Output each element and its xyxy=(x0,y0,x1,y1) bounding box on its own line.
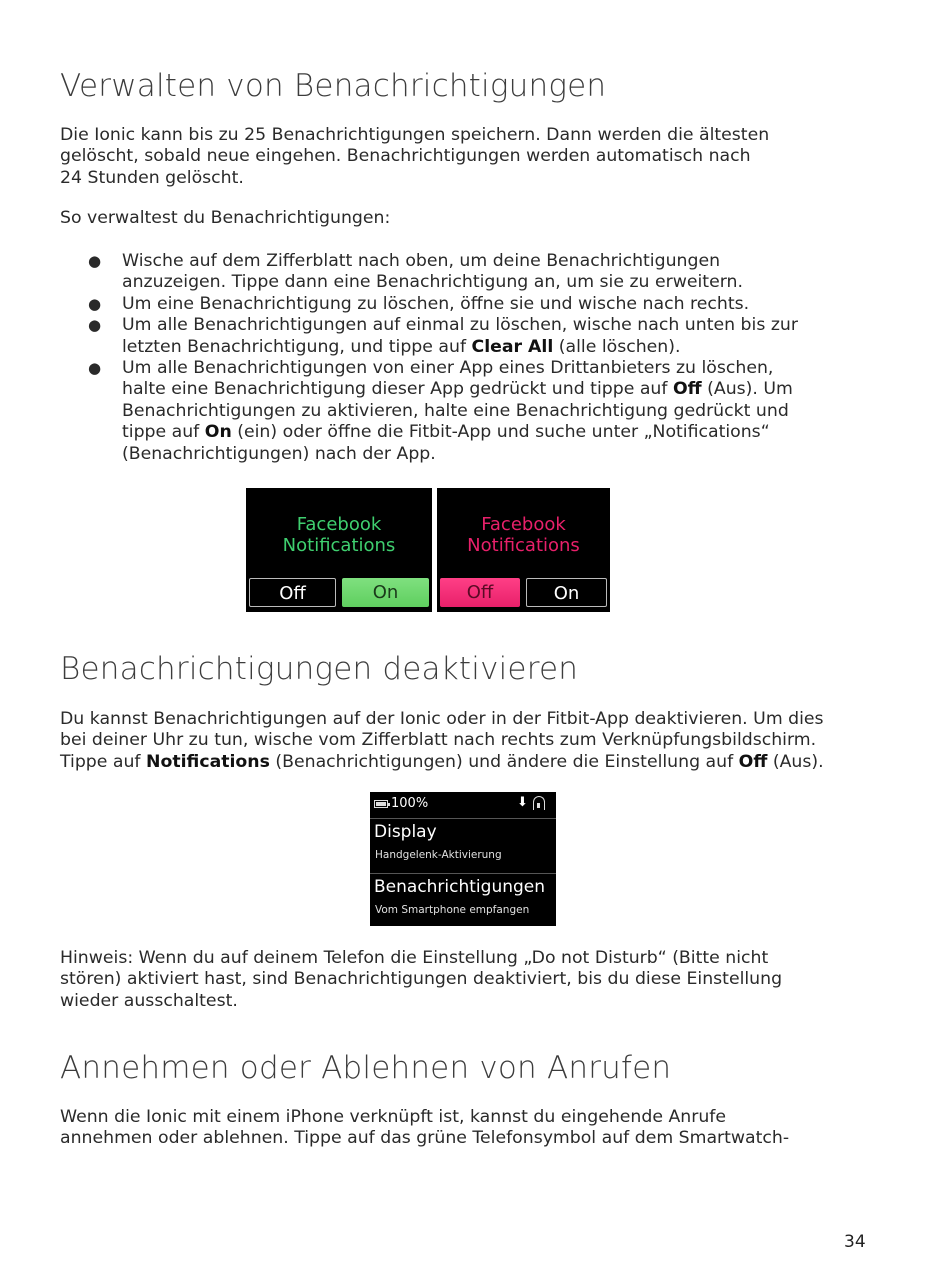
list-item-text: Um alle Benachrichtigungen von einer App eines Drittanbieters zu löschen, xyxy=(122,358,774,379)
divider xyxy=(370,873,556,874)
paragraph-line: wieder ausschaltest. xyxy=(60,990,238,1011)
list-item-text: letzten Benachrichtigung, und tippe auf xyxy=(122,336,472,357)
page-number: 34 xyxy=(844,1232,866,1252)
battery-level: 100% xyxy=(391,796,429,811)
clear-all-term: Clear All xyxy=(471,336,554,357)
paragraph-line: bei deiner Uhr zu tun, wische vom Zifferblatt nach rechts zum Verknüpfungsbildschirm. xyxy=(60,730,817,751)
watch-screen-notifications-on xyxy=(246,488,432,612)
screen-title-line: Notifications xyxy=(282,535,396,556)
disable-paragraph xyxy=(60,709,824,773)
screen-title-line: Facebook xyxy=(481,514,566,535)
paragraph-line: Du kannst Benachrichtigungen auf der Ionic oder in der Fitbit-App deaktivieren. Um dies xyxy=(60,709,824,729)
paragraph-line: annehmen oder ablehnen. Tippe auf das grüne Telefonsymbol auf dem Smartwatch- xyxy=(60,1128,790,1149)
list-item-text: (Aus). Um xyxy=(701,379,793,400)
list-item xyxy=(60,358,880,465)
screen-title-line: Notifications xyxy=(467,535,580,556)
calls-paragraph xyxy=(60,1107,789,1150)
paragraph-line: (Aus). xyxy=(767,751,824,772)
off-button[interactable]: Off xyxy=(249,578,336,607)
paragraph-line: (Benachrichtigungen) und ändere die Einstellung auf xyxy=(269,751,739,772)
paragraph-line: stören) aktiviert hast, sind Benachrichtigungen deaktiviert, bis du diese Einstellung xyxy=(60,969,783,990)
heading-calls: Annehmen oder Ablehnen von Anrufen xyxy=(60,1050,672,1086)
list-item-text: (alle löschen). xyxy=(553,336,681,357)
manage-steps-list xyxy=(60,251,880,465)
sync-icon: ⬇ xyxy=(517,795,528,810)
list-item xyxy=(60,251,880,294)
heading-manage-notifications: Verwalten von Benachrichtigungen xyxy=(60,68,607,104)
heading-disable-notifications: Benachrichtigungen deaktivieren xyxy=(60,651,579,687)
intro-line: 24 Stunden gelöscht. xyxy=(60,167,244,188)
list-item-text: Um alle Benachrichtigungen auf einmal zu löschen, wische nach unten bis zur xyxy=(122,315,798,336)
list-item-text: anzuzeigen. Tippe dann eine Benachrichtigung an, um sie zu erweitern. xyxy=(122,272,743,293)
list-item xyxy=(60,294,880,315)
paragraph-line: Hinweis: Wenn du auf deinem Telefon die Einstellung „Do not Disturb“ (Bitte nicht xyxy=(60,948,769,968)
paragraph-line: Tippe auf xyxy=(60,751,147,772)
list-item-text: tippe auf xyxy=(122,422,205,443)
list-item-text: (Benachrichtigungen) nach der App. xyxy=(122,443,436,464)
list-item xyxy=(60,315,880,358)
settings-row-title: Benachrichtigungen xyxy=(374,877,546,897)
screen-title xyxy=(246,514,432,556)
off-term: Off xyxy=(738,751,768,772)
list-item-text: Benachrichtigungen zu aktivieren, halte eine Benachrichtigung gedrückt und xyxy=(122,400,789,421)
off-button[interactable]: Off xyxy=(440,578,520,607)
bullet-icon: ● xyxy=(88,252,102,270)
settings-row-title: Display xyxy=(374,822,437,842)
paragraph-line: Wenn die Ionic mit einem iPhone verknüpft ist, kannst du eingehende Anrufe xyxy=(60,1107,727,1127)
screen-title-line: Facebook xyxy=(296,514,382,535)
list-item-text: Um eine Benachrichtigung zu löschen, öffne sie und wische nach rechts. xyxy=(122,293,750,314)
note-paragraph xyxy=(60,948,782,1012)
intro-paragraph xyxy=(60,125,769,189)
settings-row-subtitle: Handgelenk-Aktivierung xyxy=(375,849,502,861)
notifications-term: Notifications xyxy=(146,751,270,772)
settings-row-display[interactable] xyxy=(370,822,556,872)
on-term: On xyxy=(204,422,232,443)
list-item-text: (ein) oder öffne die Fitbit-App und suche unter „Notifications“ xyxy=(231,422,770,443)
off-term: Off xyxy=(672,379,702,400)
lead-text: So verwaltest du Benachrichtigungen: xyxy=(60,208,391,228)
intro-line: Die Ionic kann bis zu 25 Benachrichtigungen speichern. Dann werden die ältesten xyxy=(60,125,770,145)
bullet-icon: ● xyxy=(88,316,102,335)
on-button[interactable]: On xyxy=(342,578,429,607)
list-item-text: halte eine Benachrichtigung dieser App gedrückt und tippe auf xyxy=(122,379,673,400)
bullet-icon: ● xyxy=(88,359,102,378)
list-item-text: Wische auf dem Zifferblatt nach oben, um deine Benachrichtigungen xyxy=(122,251,721,271)
watch-screen-notifications-off xyxy=(437,488,610,612)
bullet-icon: ● xyxy=(88,294,102,313)
settings-row-subtitle: Vom Smartphone empfangen xyxy=(375,904,530,916)
settings-row-notifications[interactable] xyxy=(370,877,556,925)
phone-lock-icon xyxy=(533,796,545,810)
screen-title xyxy=(437,514,610,556)
battery-icon xyxy=(374,800,388,808)
watch-settings-screen xyxy=(370,792,556,926)
intro-line: gelöscht, sobald neue eingehen. Benachrichtigungen werden automatisch nach xyxy=(60,146,751,167)
on-button[interactable]: On xyxy=(526,578,607,607)
status-bar xyxy=(370,792,556,819)
